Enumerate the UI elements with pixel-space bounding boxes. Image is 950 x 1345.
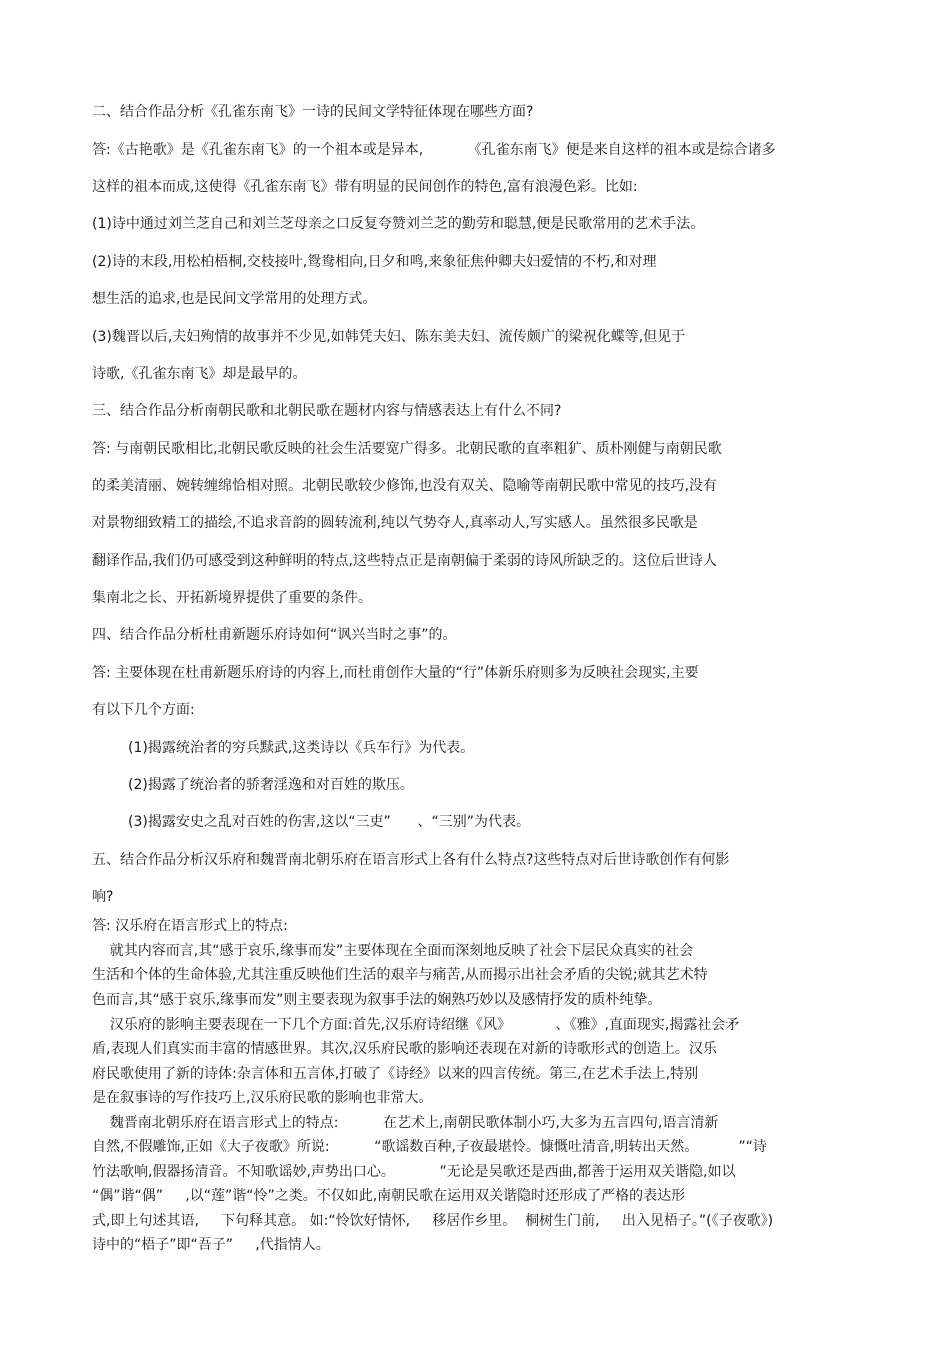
section-3-answer-line-1: 答: 与南朝民歌相比,北朝民歌反映的社会生活要宽广得多。北朝民歌的直率粗犷、质朴刚健与南朝民歌 (92, 441, 722, 457)
section-3-answer-line-3: 对景物细致精工的描绘,不追求音韵的圆转流利,纯以气势夺人,真率动人,写实感人。虽然很多民歌是 (92, 515, 698, 531)
section-3-answer-line-2: 的柔美清丽、婉转缠绵恰相对照。北朝民歌较少修饰,也没有双关、隐喻等南朝民歌中常见的技巧,没有 (92, 478, 717, 494)
section-5-answer-line-4: 色而言,其“感于哀乐,缘事而发”则主要表现为叙事手法的娴熟巧妙以及感情抒发的质朴纯挚。 (92, 992, 662, 1008)
section-5-answer-line-11: 竹法歌响,假器扬清音。不知歌谣妙,声势出口心。 ”无论是吴歌还是西曲,都善于运用双关谐隐,如以 (92, 1164, 736, 1180)
section-2-point-2-line-2: 想生活的追求,也是民间文学常用的处理方式。 (92, 291, 377, 307)
section-5-answer-line-2: 就其内容而言,其“感于哀乐,缘事而发”主要体现在全面而深刻地反映了社会下层民众真实的社会 (92, 943, 694, 959)
section-5-answer-line-6: 盾,表现人们真实而丰富的情感世界。其次,汉乐府民歌的影响还表现在对新的诗歌形式的创造上。汉乐 (92, 1041, 717, 1057)
section-5-answer-line-1: 答: 汉乐府在语言形式上的特点: (92, 918, 288, 934)
section-5-answer-line-7: 府民歌使用了新的诗体:杂言体和五言体,打破了《诗经》以来的四言传统。第三,在艺术手法上,特别 (92, 1066, 699, 1082)
section-4-answer-line-2: 有以下几个方面: (92, 702, 195, 718)
section-2-title: 二、结合作品分析《孔雀东南飞》一诗的民间文学特征体现在哪些方面? (92, 104, 534, 120)
section-5-answer-line-9: 魏晋南北朝乐府在语言形式上的特点: 在艺术上,南朝民歌体制小巧,大多为五言四句,语言清新 (92, 1115, 719, 1131)
section-5-answer-line-3: 生活和个体的生命体验,尤其注重反映他们生活的艰辛与痛苦,从而揭示出社会矛盾的尖锐;就其艺术特 (92, 967, 708, 983)
section-2-point-3-line-2: 诗歌,《孔雀东南飞》却是最早的。 (92, 366, 307, 382)
section-5-answer-line-13: 式,即上句述其语, 下句释其意。 如:“怜饮好情怀, 移居作乡里。 桐树生门前, 出入见梧子。”(《子夜歌》) (92, 1213, 774, 1229)
section-4-point-3: (3)揭露安史之乱对百姓的伤害,这以“三吏” 、“三别”为代表。 (128, 814, 530, 830)
section-5-answer-line-14: 诗中的“梧子”即“吾子” ,代指情人。 (92, 1237, 330, 1253)
section-3-answer-line-5: 集南北之长、开拓新境界提供了重要的条件。 (92, 590, 372, 606)
section-5-answer-line-5: 汉乐府的影响主要表现在一下几个方面:首先,汉乐府诗绍继《风》 、《雅》,直面现实,揭露社会矛 (92, 1017, 740, 1033)
section-3-answer-line-4: 翻译作品,我们仍可感受到这种鲜明的特点,这些特点正是南朝偏于柔弱的诗风所缺乏的。这位后世诗人 (92, 553, 717, 569)
section-5-answer-line-10: 自然,不假雕饰,正如《大子夜歌》所说: “歌谣数百种,子夜最堪怜。慷慨吐清音,明转出天然。 ”“诗 (92, 1139, 767, 1155)
section-2-answer-line-1: 答:《古艳歌》是《孔雀东南飞》的一个祖本或是异本, 《孔雀东南飞》便是来自这样的祖本或是综合诸多 (92, 142, 776, 158)
section-5-answer-line-12: “偶”谐“偶” ,以“莲”谐“怜”之类。不仅如此,南朝民歌在运用双关谐隐时还形成了严格的表达形 (92, 1188, 686, 1204)
section-2-point-3-line-1: (3)魏晋以后,夫妇殉情的故事并不少见,如韩凭夫妇、陈东美夫妇、流传颇广的梁祝化蝶等,但见于 (92, 329, 686, 345)
section-4-point-1: (1)揭露统治者的穷兵黩武,这类诗以《兵车行》为代表。 (128, 740, 475, 756)
section-4-point-2: (2)揭露了统治者的骄奢淫逸和对百姓的欺压。 (128, 777, 414, 793)
section-5-title-line-2: 响? (92, 889, 114, 905)
section-2-point-1: (1)诗中通过刘兰芝自己和刘兰芝母亲之口反复夸赞刘兰芝的勤劳和聪慧,便是民歌常用的艺术手法。 (92, 216, 705, 232)
section-2-point-2-line-1: (2)诗的末段,用松柏梧桐,交枝接叶,鸳鸯相向,日夕和鸣,来象征焦仲卿夫妇爱情的不朽,和对理 (92, 254, 657, 270)
section-5-title-line-1: 五、结合作品分析汉乐府和魏晋南北朝乐府在语言形式上各有什么特点?这些特点对后世诗歌创作有何影 (92, 852, 730, 868)
section-4-title: 四、结合作品分析杜甫新题乐府诗如何“讽兴当时之事”的。 (92, 627, 457, 643)
section-3-title: 三、结合作品分析南朝民歌和北朝民歌在题材内容与情感表达上有什么不同? (92, 403, 562, 419)
section-2-answer-line-2: 这样的祖本而成,这使得《孔雀东南飞》带有明显的民间创作的特色,富有浪漫色彩。比如: (92, 179, 638, 195)
section-5-answer-line-8: 是在叙事诗的写作技巧上,汉乐府民歌的影响也非常大。 (92, 1090, 433, 1106)
section-4-answer-line-1: 答: 主要体现在杜甫新题乐府诗的内容上,而杜甫创作大量的“行”体新乐府则多为反映社会现实,主要 (92, 665, 699, 681)
